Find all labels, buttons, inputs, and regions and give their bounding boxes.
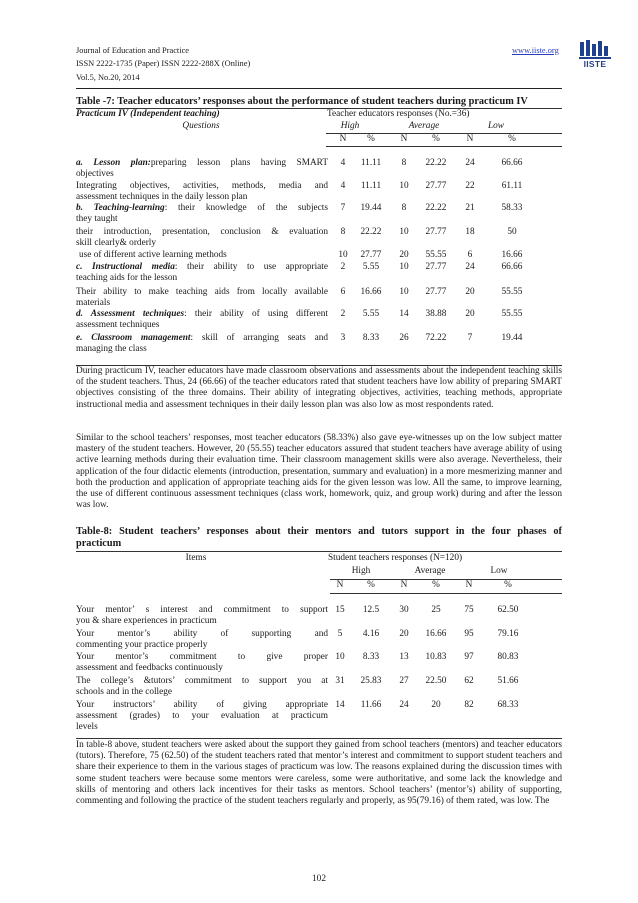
table8-row-3-value-5: 51.66 [497, 676, 519, 686]
table7-row-2-value-3: 22.22 [425, 203, 447, 213]
table8-row-1-value-3: 16.66 [425, 629, 447, 639]
table7-row-1-text2: assessment techniques in the daily lesson plan [76, 192, 248, 203]
table7-row-7-value-0: 2 [340, 309, 346, 319]
table7-row-0-value-5: 66.66 [501, 158, 523, 168]
table7-row-6-value-0: 6 [340, 287, 346, 297]
table7-row-2-lead: b. Teaching-learning [76, 203, 165, 213]
table7-row-1-question [76, 181, 328, 203]
table7-row-4-value-1: 27.77 [360, 250, 382, 260]
table8-row-4-text3: levels [76, 722, 98, 733]
table7-row-7-value-2: 14 [399, 309, 409, 319]
table7-row-5-question [76, 262, 328, 284]
table7-row-6-line1 [76, 287, 328, 298]
table7-row-0-text2: objectives [76, 169, 114, 180]
table7-level-high: High [340, 121, 360, 131]
table7-row-8-question [76, 333, 328, 355]
table7-row-8-value-3: 72.22 [425, 333, 447, 343]
table7-row-4-value-0: 10 [338, 250, 348, 260]
table7-caption: Table -7: Teacher educators’ responses about the performance of student teachers during practicum IV [76, 96, 528, 107]
table8-row-4-item [76, 700, 328, 734]
table7-row-2-value-0: 7 [340, 203, 346, 213]
table8-row-3-value-1: 25.83 [360, 676, 382, 686]
table7-row-3-value-3: 27.77 [425, 227, 447, 237]
table7-row-8-lead: e. Classroom management [76, 333, 191, 343]
table7-row-2-value-5: 58.33 [501, 203, 523, 213]
table8-caption-line1: Table-8: Student teachers’ responses about their mentors and tutors support in the four phases of [76, 526, 562, 537]
table7-row-8-text2: managing the class [76, 344, 147, 355]
logo-text: IISTE [583, 59, 607, 69]
table7-row-7-line1 [76, 309, 328, 320]
table7-subhead-bottom-rule [326, 146, 562, 147]
table8-subhead-bottom-rule [330, 593, 562, 594]
table7-row-4-question [76, 250, 328, 261]
table7-row-4-text1: use of different active learning methods [79, 250, 227, 260]
table8-row-2-value-1: 8.33 [362, 652, 380, 662]
table7-row-2-text2: they taught [76, 214, 118, 225]
table7-row-7-question [76, 309, 328, 331]
table8-row-2-text1: Your mentor’s commitment to give proper [76, 652, 328, 662]
table7-row-6-value-5: 55.55 [501, 287, 523, 297]
table7-row-3-value-2: 10 [399, 227, 409, 237]
table8-row-0-item [76, 605, 328, 627]
table7-row-0-value-4: 24 [465, 158, 475, 168]
table7-row-3-value-4: 18 [465, 227, 475, 237]
table7-row-7-value-1: 5.55 [362, 309, 380, 319]
table8-row-0-value-3: 25 [431, 605, 441, 615]
table7-subhead-5: % [508, 134, 516, 144]
table8-row-0-value-0: 15 [335, 605, 345, 615]
table7-row-4-value-5: 16.66 [501, 250, 523, 260]
table7-row-4-value-2: 20 [399, 250, 409, 260]
table7-level-low: Low [487, 121, 505, 131]
table7-row-8-text1: : skill of arranging seats and [190, 333, 328, 343]
table8-row-1-value-0: 5 [337, 629, 343, 639]
table7-subhead-0: N [339, 134, 347, 144]
paragraph-similar-responses: Similar to the school teachers’ responses, most teacher educators (58.33%) also gave eye-witnesses up on the low subject matter mastery of the student teachers. However, 20 (55.55) teacher educators assured that student teachers have average ability of using active learning methods during their evaluation time. Their classroom management skills were also average. Nevertheless, their application of the four didactic elements (introduction, presentation, summary and evaluation) in a more mesmerizing manner and both the production and application of appropriate teaching aids for the given lesson was low. All the same, to improve learning, the use of different continuous assessment techniques (class work, homework, quiz, and group work) during and after the lesson was low. [76, 433, 562, 511]
table8-row-2-value-4: 97 [464, 652, 474, 662]
table7-row-3-line1 [76, 227, 328, 238]
table7-row-2-value-4: 21 [465, 203, 475, 213]
table7-row-4-line1 [76, 250, 328, 261]
table7-responses-title: Teacher educators responses (No.=36) [327, 109, 470, 119]
table7-row-0-question [76, 158, 328, 180]
table8-row-4-value-3: 20 [431, 700, 441, 710]
table7-row-0-text1: preparing lesson plans having SMART [150, 158, 328, 168]
table7-row-3-question [76, 227, 328, 249]
table7-row-1-text1: Integrating objectives, activities, methods, media and [76, 181, 328, 191]
table7-section-title: Practicum IV (Independent teaching) [76, 109, 220, 119]
table7-row-0-value-0: 4 [340, 158, 346, 168]
table7-row-5-value-3: 27.77 [425, 262, 447, 272]
paragraph-practicum-iv: During practicum IV, teacher educators have made classroom observations and assessments about the independent teaching skills of the student teachers. Thus, 24 (66.66) of the teacher educators rated that student teachers have low ability of preparing SMART objectives consisting of the three domains. Their ability of integrating objectives, activities, teaching methods, appropriate instructional media and assessment techniques in their daily lesson plan was also low as most respondents rated. [76, 366, 562, 410]
table7-row-5-lead: c. Instructional media [76, 262, 175, 272]
table8-subhead-2: N [400, 580, 408, 590]
table8-row-1-value-5: 79.16 [497, 629, 519, 639]
table8-row-4-value-5: 68.33 [497, 700, 519, 710]
table7-row-1-value-1: 11.11 [360, 181, 382, 191]
volume-line: Vol.5, No.20, 2014 [76, 73, 140, 82]
table7-subhead-1: % [367, 134, 375, 144]
table7-row-1-value-2: 10 [399, 181, 409, 191]
issn-line: ISSN 2222-1735 (Paper) ISSN 2222-288X (Online) [76, 59, 251, 68]
table8-row-2-value-5: 80.83 [497, 652, 519, 662]
table7-row-5-line1 [76, 262, 328, 273]
table8-level-average: Average [414, 566, 446, 576]
table7-row-7-value-5: 55.55 [501, 309, 523, 319]
table8-row-4-value-0: 14 [335, 700, 345, 710]
table8-row-0-value-2: 30 [399, 605, 409, 615]
table7-row-1-value-3: 27.77 [425, 181, 447, 191]
table7-row-3-value-5: 50 [507, 227, 517, 237]
table7-row-2-question [76, 203, 328, 225]
table7-row-0-lead: a. Lesson plan: [76, 158, 151, 168]
table7-row-6-question [76, 287, 328, 309]
table7-row-1-value-5: 61.11 [501, 181, 523, 191]
table7-row-4-value-4: 6 [467, 250, 473, 260]
journal-url-link[interactable]: www.iiste.org [512, 46, 559, 55]
page-number: 102 [312, 874, 326, 884]
table8-row-4-value-2: 24 [399, 700, 409, 710]
table8-row-3-value-2: 27 [399, 676, 409, 686]
table7-row-6-value-1: 16.66 [360, 287, 382, 297]
table8-row-0-value-5: 62.50 [497, 605, 519, 615]
table7-row-2-text1: : their knowledge of the subjects [164, 203, 328, 213]
table8-subhead-3: % [432, 580, 440, 590]
table8-row-3-text1: The college’s &tutors’ commitment to support you at [76, 676, 328, 686]
table8-row-3-text2: schools and in the college [76, 687, 173, 698]
table8-row-0-text1: Your mentor’ s interest and commitment to support [76, 605, 328, 615]
table8-row-4-value-1: 11.66 [360, 700, 382, 710]
table8-subhead-1: % [367, 580, 375, 590]
table8-subhead-4: N [465, 580, 473, 590]
table8-bottom-rule [76, 738, 562, 739]
table7-row-7-text2: assessment techniques [76, 320, 160, 331]
table7-row-6-value-2: 10 [399, 287, 409, 297]
table8-items-label: Items [185, 553, 207, 563]
table8-responses-title: Student teachers responses (N=120) [328, 553, 463, 563]
table7-row-8-value-0: 3 [340, 333, 346, 343]
table7-subhead-2: N [400, 134, 408, 144]
table8-row-3-value-4: 62 [464, 676, 474, 686]
table7-row-6-value-3: 27.77 [425, 287, 447, 297]
table7-row-0-value-3: 22.22 [425, 158, 447, 168]
table7-row-5-value-0: 2 [340, 262, 346, 272]
table8-level-high: High [351, 566, 371, 576]
journal-name: Journal of Education and Practice [76, 46, 190, 55]
table7-row-2-value-1: 19.44 [360, 203, 382, 213]
table8-level-low: Low [490, 566, 508, 576]
table7-row-0-line1 [76, 158, 328, 169]
paragraph-table8-discussion: In table-8 above, student teachers were asked about the support they gained from school teachers (mentors) and teacher educators (tutors). Therefore, 75 (62.50) of the student teachers rated that mentor’s interest and commitment to support student teachers and share their experience to them in the various stages of practicum was low. The reasons explained during the discussion times with some student teachers were because some mentors were careless, some were authoritative, and some lack the knowledge and skills of mentoring and others lack incentives for their tasks as mentors. School teachers’ (mentor’s) ability of supporting, commenting and following the practice of the student teachers regularly and properly, as 95(79.16) of them rated, was low. The [76, 740, 562, 807]
table7-row-5-text1: : their ability to use appropriate [174, 262, 329, 272]
table7-row-5-value-5: 66.66 [501, 262, 523, 272]
table8-row-4-text1: Your instructors’ ability of giving appropriate [76, 700, 328, 710]
table7-row-7-value-4: 20 [465, 309, 475, 319]
table7-row-7-text1: : their ability of using different [184, 309, 328, 319]
table7-row-4-value-3: 55.55 [425, 250, 447, 260]
table8-row-1-text1: Your mentor’s ability of supporting and [76, 629, 328, 639]
table7-row-8-value-5: 19.44 [501, 333, 523, 343]
table8-row-3-value-0: 31 [335, 676, 345, 686]
table7-row-3-text1: their introduction, presentation, conclusion & evaluation [76, 227, 328, 237]
table7-row-5-text2: teaching aids for the lesson [76, 273, 178, 284]
table7-row-1-line1 [76, 181, 328, 192]
table7-row-8-value-4: 7 [467, 333, 473, 343]
table8-row-2-value-2: 13 [399, 652, 409, 662]
table8-row-2-item [76, 652, 328, 674]
table8-row-1-text2: commenting your practice properly [76, 640, 208, 651]
table8-caption-line2: practicum [76, 538, 122, 549]
table7-row-1-value-0: 4 [340, 181, 346, 191]
table7-row-8-value-2: 26 [399, 333, 409, 343]
table7-row-5-value-4: 24 [465, 262, 475, 272]
table8-top-rule [76, 551, 562, 552]
table8-row-1-value-2: 20 [399, 629, 409, 639]
table7-row-6-text1: Their ability to make teaching aids from locally available [76, 287, 328, 297]
header-rule [76, 88, 562, 89]
table7-row-7-value-3: 38.88 [425, 309, 447, 319]
table8-row-2-value-0: 10 [335, 652, 345, 662]
table7-row-2-value-2: 8 [401, 203, 407, 213]
table8-row-4-value-4: 82 [464, 700, 474, 710]
table8-row-2-value-3: 10.83 [425, 652, 447, 662]
table8-row-1-value-1: 4.16 [362, 629, 380, 639]
table8-row-1-value-4: 95 [464, 629, 474, 639]
table7-row-1-value-4: 22 [465, 181, 475, 191]
table8-row-0-value-4: 75 [464, 605, 474, 615]
table8-row-0-value-1: 12.5 [362, 605, 380, 615]
table7-row-5-value-2: 10 [399, 262, 409, 272]
table7-row-0-value-2: 8 [401, 158, 407, 168]
table7-subhead-3: % [432, 134, 440, 144]
table7-row-0-value-1: 11.11 [360, 158, 382, 168]
table7-row-2-line1 [76, 203, 328, 214]
table7-row-3-value-1: 22.22 [360, 227, 382, 237]
table7-row-8-line1 [76, 333, 328, 344]
table8-row-1-item [76, 629, 328, 651]
table8-row-3-item [76, 676, 328, 698]
table7-questions-label: Questions [182, 121, 220, 131]
table7-subhead-4: N [466, 134, 474, 144]
table7-row-5-value-1: 5.55 [362, 262, 380, 272]
table7-row-3-value-0: 8 [340, 227, 346, 237]
table7-row-8-value-1: 8.33 [362, 333, 380, 343]
table8-subhead-0: N [336, 580, 344, 590]
table8-row-3-value-3: 22.50 [425, 676, 447, 686]
table7-row-6-text2: materials [76, 298, 111, 309]
table8-row-4-text2: assessment (grades) to your evaluation at practicum [76, 711, 328, 722]
table8-row-2-text2: assessment and feedbacks continuously [76, 663, 223, 674]
table8-row-0-text2: you & share experiences in practicum [76, 616, 217, 627]
table7-row-6-value-4: 20 [465, 287, 475, 297]
table7-row-3-text2: skill clearly& orderly [76, 238, 157, 249]
table7-row-7-lead: d. Assessment techniques [76, 309, 185, 319]
iiste-logo [578, 38, 612, 72]
table8-subhead-5: % [504, 580, 512, 590]
table7-level-average: Average [408, 121, 440, 131]
